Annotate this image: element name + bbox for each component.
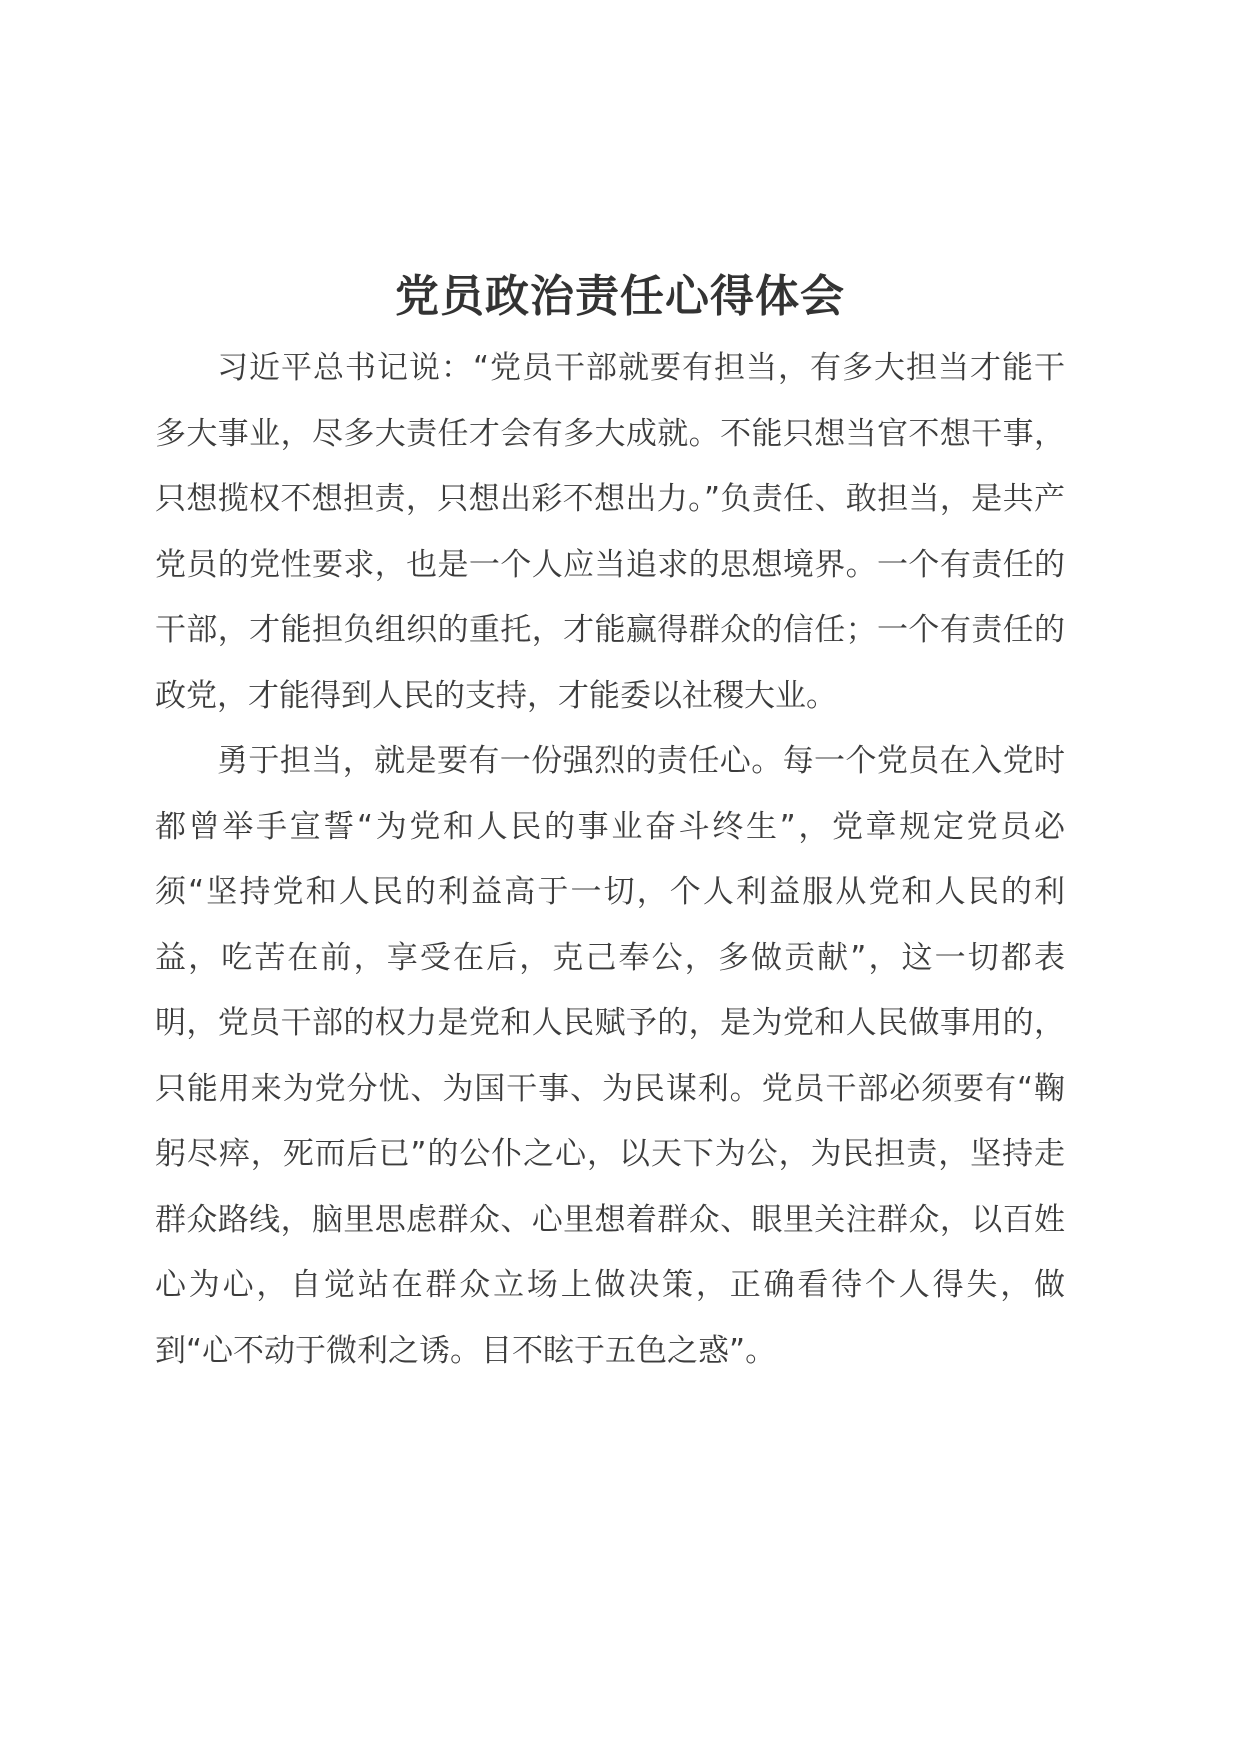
paragraph-1: 习近平总书记说：“党员干部就要有担当，有多大担当才能干多大事业，尽多大责任才会有多大成就。不能只想当官不想干事，只想揽权不想担责，只想出彩不想出力。”负责任、敢担当，是共产党员的党性要求，也是一个人应当追求的思想境界。一个有责任的干部，才能担负组织的重托，才能赢得群众的信任；一个有责任的政党，才能得到人民的支持，才能委以社稷大业。 bbox=[155, 350, 1065, 714]
document-title: 党员政治责任心得体会 bbox=[395, 271, 845, 323]
document-body bbox=[155, 336, 1065, 1384]
paragraph-2: 勇于担当，就是要有一份强烈的责任心。每一个党员在入党时都曾举手宣誓“为党和人民的事业奋斗终生”，党章规定党员必须“坚持党和人民的利益高于一切，个人利益服从党和人民的利益，吃苦在前，享受在后，克己奉公，多做贡献”，这一切都表明，党员干部的权力是党和人民赋予的，是为党和人民做事用的，只能用来为党分忧、为国干事、为民谋利。党员干部必须要有“鞠躬尽瘁，死而后已”的公仆之心，以天下为公，为民担责，坚持走群众路线，脑里思虑群众、心里想着群众、眼里关注群众，以百姓心为心，自觉站在群众立场上做决策，正确看待个人得失，做到“心不动于微利之诱。目不眩于五色之惑”。 bbox=[155, 743, 1065, 1369]
